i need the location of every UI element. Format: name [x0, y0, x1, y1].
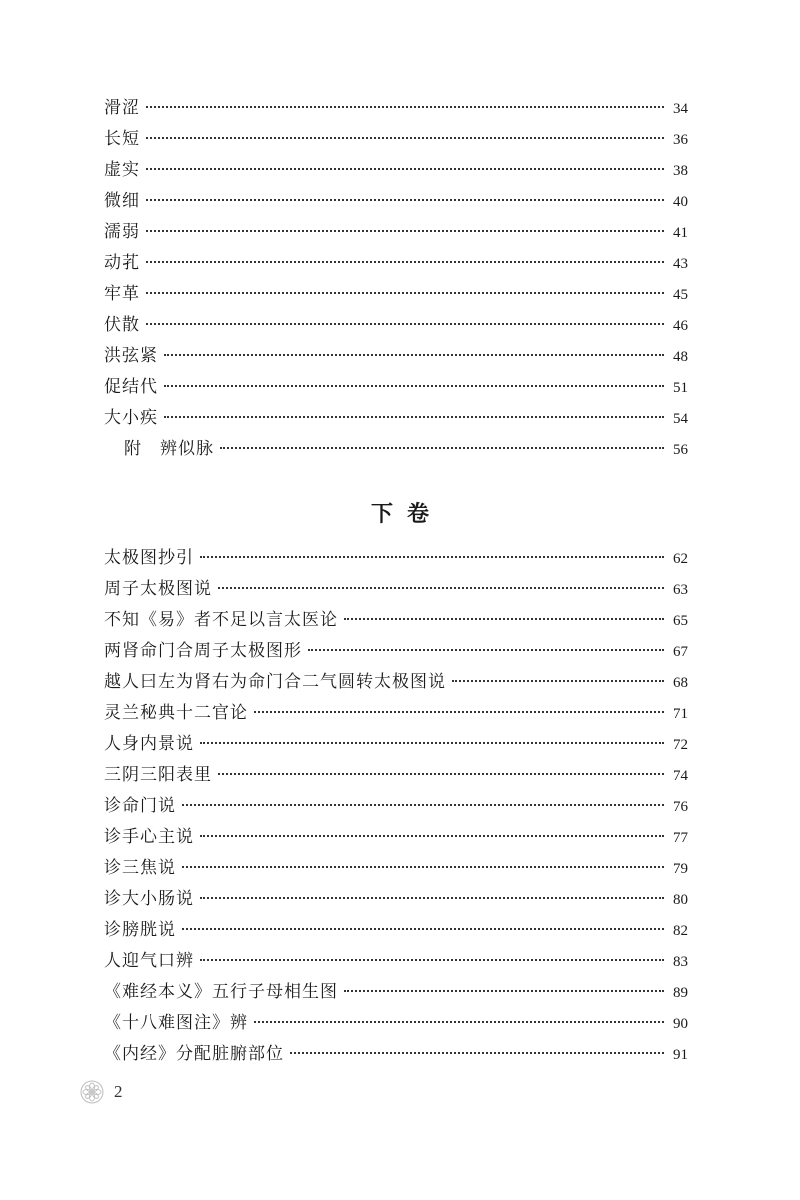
toc-entry[interactable] — [104, 279, 688, 310]
toc-entry-title: 三阴三阳表里 — [104, 765, 212, 785]
toc-entry-title: 人迎气口辨 — [104, 951, 194, 971]
toc-entry-title: 人身内景说 — [104, 734, 194, 754]
toc-entry-title: 牢革 — [104, 284, 140, 304]
toc-entry-page: 54 — [673, 411, 688, 427]
toc-entry-page: 89 — [673, 985, 688, 1001]
toc-entry[interactable] — [104, 1039, 688, 1070]
toc-entry-page: 68 — [673, 675, 688, 691]
dot-leader — [344, 990, 664, 992]
dot-leader — [146, 168, 664, 170]
toc-entry-title: 《难经本义》五行子母相生图 — [104, 982, 338, 1002]
toc-entry[interactable] — [104, 155, 688, 186]
toc-entry-title: 滑涩 — [104, 98, 140, 118]
toc-entry-page: 45 — [673, 287, 688, 303]
flower-emblem-icon — [80, 1080, 104, 1104]
toc-entry-title: 《十八难图注》辨 — [104, 1013, 248, 1033]
toc-entry-title: 诊膀胱说 — [104, 920, 176, 940]
toc-entry-title: 伏散 — [104, 315, 140, 335]
toc-entry[interactable] — [104, 636, 688, 667]
toc-entry[interactable] — [104, 884, 688, 915]
dot-leader — [164, 354, 664, 356]
toc-entry[interactable] — [104, 853, 688, 884]
toc-entry-page: 74 — [673, 768, 688, 784]
toc-entry-page: 65 — [673, 613, 688, 629]
toc-entry[interactable] — [104, 729, 688, 760]
dot-leader — [146, 323, 664, 325]
toc-entry[interactable] — [104, 1008, 688, 1039]
toc-entry-page: 38 — [673, 163, 688, 179]
toc-entry-title: 诊大小肠说 — [104, 889, 194, 909]
toc-entry-title: 两肾命门合周子太极图形 — [104, 641, 302, 661]
toc-entry[interactable] — [104, 217, 688, 248]
dot-leader — [182, 928, 664, 930]
dot-leader — [146, 261, 664, 263]
toc-entry-page: 76 — [673, 799, 688, 815]
dot-leader — [146, 106, 664, 108]
toc-entry-title: 越人曰左为肾右为命门合二气圆转太极图说 — [104, 672, 446, 692]
toc-entry-page: 91 — [673, 1047, 688, 1063]
toc-entry-title: 灵兰秘典十二官论 — [104, 703, 248, 723]
toc-entry[interactable] — [104, 543, 688, 574]
dot-leader — [218, 773, 664, 775]
toc-entry-title: 长短 — [104, 129, 140, 149]
toc-entry-page: 34 — [673, 101, 688, 117]
dot-leader — [200, 959, 664, 961]
toc-entry-page: 79 — [673, 861, 688, 877]
toc-entry-page: 82 — [673, 923, 688, 939]
toc-entry[interactable] — [104, 186, 688, 217]
dot-leader — [164, 385, 664, 387]
dot-leader — [164, 416, 664, 418]
dot-leader — [452, 680, 664, 682]
toc-entry-title: 附 辨似脉 — [124, 439, 214, 459]
toc-entry-page: 83 — [673, 954, 688, 970]
toc-entry-title: 虚实 — [104, 160, 140, 180]
toc-entry[interactable] — [104, 248, 688, 279]
toc-entry-page: 90 — [673, 1016, 688, 1032]
toc-entry[interactable] — [104, 124, 688, 155]
page-number: 2 — [114, 1082, 123, 1101]
toc-entry[interactable] — [104, 574, 688, 605]
toc-entry[interactable] — [104, 372, 688, 403]
dot-leader — [218, 587, 664, 589]
dot-leader — [146, 230, 664, 232]
toc-entry-title: 洪弦紧 — [104, 346, 158, 366]
toc-entry-title: 大小疾 — [104, 408, 158, 428]
dot-leader — [308, 649, 664, 651]
toc-entry-page: 62 — [673, 551, 688, 567]
dot-leader — [146, 199, 664, 201]
toc-entry[interactable] — [104, 403, 688, 434]
dot-leader — [344, 618, 664, 620]
dot-leader — [254, 711, 664, 713]
toc-entry-title: 微细 — [104, 191, 140, 211]
toc-upper-list — [104, 93, 688, 465]
toc-entry[interactable] — [104, 93, 688, 124]
toc-entry-page: 36 — [673, 132, 688, 148]
toc-entry-page: 77 — [673, 830, 688, 846]
toc-entry-title: 《内经》分配脏腑部位 — [104, 1044, 284, 1064]
dot-leader — [146, 292, 664, 294]
toc-entry-title: 太极图抄引 — [104, 548, 194, 568]
toc-entry-page: 72 — [673, 737, 688, 753]
toc-entry[interactable] — [104, 760, 688, 791]
dot-leader — [290, 1052, 664, 1054]
toc-entry[interactable] — [104, 822, 688, 853]
toc-entry-title: 诊手心主说 — [104, 827, 194, 847]
dot-leader — [200, 742, 664, 744]
dot-leader — [200, 556, 664, 558]
toc-entry-appendix[interactable] — [104, 434, 688, 465]
dot-leader — [254, 1021, 664, 1023]
toc-entry-page: 48 — [673, 349, 688, 365]
toc-entry[interactable] — [104, 698, 688, 729]
dot-leader — [200, 897, 664, 899]
toc-entry-page: 67 — [673, 644, 688, 660]
toc-entry-page: 43 — [673, 256, 688, 272]
toc-entry[interactable] — [104, 667, 688, 698]
section-heading: 下卷 — [370, 502, 443, 527]
toc-entry-title: 周子太极图说 — [104, 579, 212, 599]
toc-entry-title: 诊三焦说 — [104, 858, 176, 878]
toc-entry-page: 80 — [673, 892, 688, 908]
toc-entry[interactable] — [104, 946, 688, 977]
toc-entry-title: 濡弱 — [104, 222, 140, 242]
toc-entry[interactable] — [104, 791, 688, 822]
toc-entry-page: 56 — [673, 442, 688, 458]
toc-entry-page: 40 — [673, 194, 688, 210]
toc-entry[interactable] — [104, 977, 688, 1008]
toc-entry-title: 动芤 — [104, 253, 140, 273]
dot-leader — [182, 804, 664, 806]
toc-entry-title: 促结代 — [104, 377, 158, 397]
dot-leader — [146, 137, 664, 139]
dot-leader — [220, 447, 664, 449]
toc-entry-page: 41 — [673, 225, 688, 241]
toc-lower-list — [104, 543, 688, 1070]
toc-entry-page: 51 — [673, 380, 688, 396]
toc-entry[interactable] — [104, 310, 688, 341]
toc-entry[interactable] — [104, 915, 688, 946]
toc-entry-page: 63 — [673, 582, 688, 598]
toc-entry[interactable] — [104, 605, 688, 636]
toc-entry-page: 71 — [673, 706, 688, 722]
page-footer — [80, 1080, 123, 1104]
toc-entry-title: 不知《易》者不足以言太医论 — [104, 610, 338, 630]
toc-entry[interactable] — [104, 341, 688, 372]
dot-leader — [182, 866, 664, 868]
dot-leader — [200, 835, 664, 837]
toc-entry-page: 46 — [673, 318, 688, 334]
toc-entry-title: 诊命门说 — [104, 796, 176, 816]
